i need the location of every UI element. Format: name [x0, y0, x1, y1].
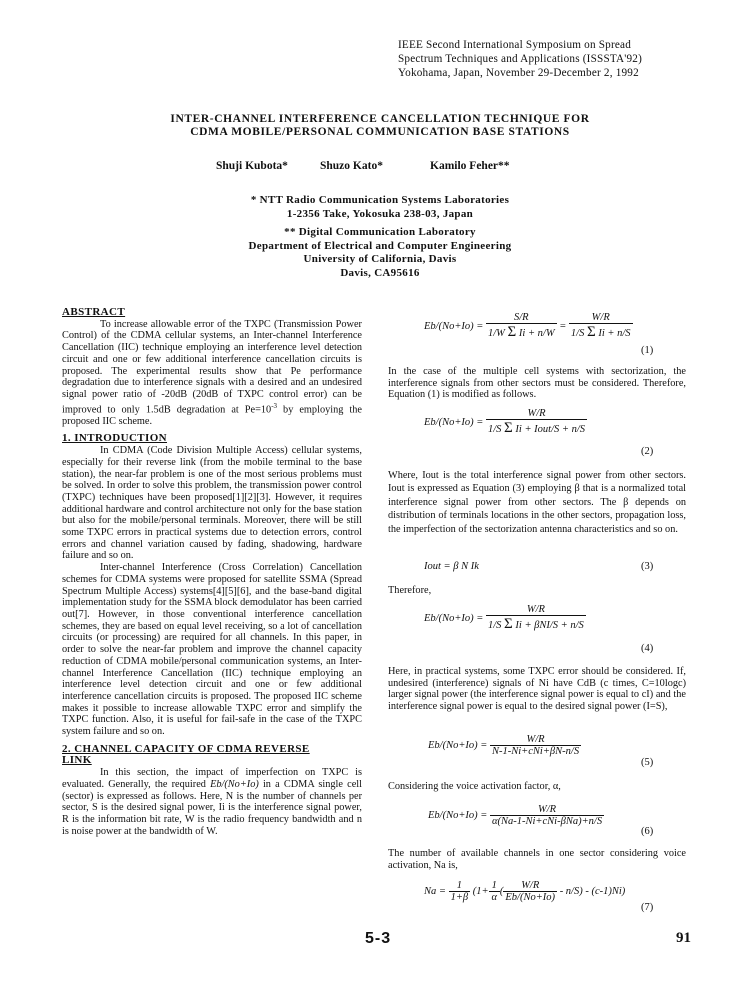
equation-6: Eb/(No+Io) = $\frac{W/R}{\text{α(Na-1-Ni+cNi-βNa)+n/S}}$	[428, 804, 603, 827]
paper-title-line-1: INTER-CHANNEL INTERFERENCE CANCELLATION TECHNIQUE FOR	[170, 113, 590, 125]
conference-header	[398, 38, 748, 80]
author-kubota: Shuji Kubota*	[216, 160, 288, 172]
right-paragraph-4: Here, in practical systems, some TXPC error should be considered. If, undesired (interference) signals of Ni have CdB (c times, C=10logc) larger signal power (the interference signal power is equal to cI) and the interference signal power is equal to the desired signal power (I=S),	[388, 666, 686, 713]
abstract-heading: ABSTRACT	[62, 306, 126, 318]
equation-5: Eb/(No+Io) = $\frac{W/R}{\text{N-1-Ni+cNi+βN-n/S}}$	[428, 734, 580, 757]
affiliation-ucdavis	[100, 226, 660, 280]
equation-5-number: (5)	[641, 757, 654, 768]
equation-1: Eb/(No+Io) = $\frac{S/R}{\text{1/W Σ Ii + n/W}}$ = $\frac{W/R}{\text{1/S Σ Ii + n/S}}$	[424, 312, 631, 340]
author-kato: Shuzo Kato*	[320, 160, 383, 172]
conference-line-3: Yokohama, Japan, November 29-December 2, 1992	[398, 67, 639, 79]
equation-3-number: (3)	[641, 561, 654, 572]
abstract-text: To increase allowable error of the TXPC (Transmission Power Control) of the CDMA cellular systems, an Inter-channel Interference Cancellation (IIC) technique employing an interference level detection circuit and one or few additional interference cancellation circuits is proposed. The experimental results show that Pe performance degradation due to interference signals with a desired and an undesired signal power ratio of -20dB (20dB of TXPC control error) can be improved to only 1.5dB degradation at $Pe=10^{-3}$ by employing the proposed IIC scheme.	[62, 318, 362, 427]
affiliation-ucd-line-4: Davis, CA95616	[340, 266, 420, 279]
equation-6-number: (6)	[641, 826, 654, 837]
equation-4: Eb/(No+Io) = $\frac{W/R}{\text{1/S Σ Ii + βNI/S + n/S}}$	[424, 604, 584, 632]
equation-4-number: (4)	[641, 643, 654, 654]
equation-3: Iout = β N Ik	[424, 561, 479, 572]
right-paragraph-5: Considering the voice activation factor, α,	[388, 781, 561, 792]
affiliation-ntt-line-2: 1-2356 Take, Yokosuka 238-03, Japan	[286, 207, 474, 220]
conference-line-2: Spectrum Techniques and Applications (ISSSTA'92)	[398, 53, 643, 65]
introduction-heading: 1. INTRODUCTION	[62, 432, 168, 445]
equation-7: Na = $\frac{1}{1+\beta}$ (1+ $\frac{1}{\alpha}$ ( $\frac{W/R}{Eb/(No+Io)}$ - n/S) - (c-1)Ni)	[424, 880, 626, 903]
introduction-paragraph-2: Inter-channel Interference (Cross Correlation) Cancellation schemes for CDMA systems were proposed for satellite SSMA (Spread Spectrum Multiple Access) systems[4][5][6], and the base-band digital implementation study for the SSMA block demodulator has been carried out[7]. However, in those conventional interference cancellation schemes, they are based on equal level receiving, so a lot of cancellation circuits (or processing) are required for all channels. In this paper, in order to solve the near-far problem and improve the channel capacity reduction of CDMA mobile/personal communication systems, an Inter-channel Interference Cancellation (IIC) technique employing an interference level detection circuit and one or few additional interference cancellation circuits is proposed. The proposed IIC scheme makes it possible to increase allowable TXPC error and simplify the TXPC function. Also, it is useful for fail-safe in the case of the TXPC system failure and so on.	[62, 562, 362, 738]
equation-2: Eb/(No+Io) = $\frac{W/R}{\text{1/S Σ Ii + Iout/S + n/S}}$	[424, 408, 585, 436]
section-2-heading: 2. CHANNEL CAPACITY OF CDMA REVERSE LINK	[62, 742, 310, 767]
affiliation-ucd-line-1: ** Digital Communication Laboratory	[284, 226, 476, 238]
conference-line-1: IEEE Second International Symposium on Spread	[398, 39, 632, 51]
left-column	[62, 307, 362, 837]
affiliation-ntt	[100, 194, 660, 221]
session-number: 5-3	[365, 930, 392, 947]
page-number: 91	[676, 930, 691, 946]
paper-title-line-2: CDMA MOBILE/PERSONAL COMMUNICATION BASE STATIONS	[190, 126, 570, 138]
affiliation-ucd-line-2: Department of Electrical and Computer Engineering	[248, 239, 512, 252]
introduction-paragraph-1: In CDMA (Code Division Multiple Access) cellular systems, especially for their reverse link (from the mobile terminal to the base station), the near-far problem is one of the most serious problems must be solved. In order to solve this problem, the transmission power control (TXPC) techniques have been proposed[1][2][3]. However, it requires additional hardware and control architecture not only for the base station but also for the mobile/personal terminals. Moreover, there will be still some TXPC errors in practical systems due to detection errors, control errors and channel variation caused by fading, shadowing, hardware failure and so on.	[62, 445, 362, 562]
right-paragraph-6: The number of available channels in one sector considering voice activation, Na is,	[388, 848, 686, 871]
author-feher: Kamilo Feher**	[430, 160, 510, 172]
right-paragraph-2: Where, Iout is the total interference signal power from other sectors. Iout is expressed as Equation (3) employing β that is a normalized total interference signal power from other sectors. The β depends on distribution of terminals locations in the other sectors, propagation loss, the imperfection of the sectorization antenna characteristics and so on.	[388, 470, 686, 535]
equation-2-number: (2)	[641, 446, 654, 457]
right-paragraph-3: Therefore,	[388, 585, 432, 596]
right-paragraph-1: In the case of the multiple cell systems with sectorization, the interference signals from other sectors must be considered. Therefore, Equation (1) is modified as follows.	[388, 366, 686, 401]
equation-1-number: (1)	[641, 345, 654, 356]
equation-7-number: (7)	[641, 902, 654, 913]
affiliation-ucd-line-3: University of California, Davis	[303, 253, 457, 265]
affiliation-ntt-line-1: * NTT Radio Communication Systems Laboratories	[250, 194, 510, 206]
section-2-paragraph: In this section, the impact of imperfection on TXPC is evaluated. Generally, the required Eb/(No+Io) in a CDMA single cell (sector) is expressed as follows. Here, N is the number of channels per sector, S is the desired signal power, Ii is the interference signal power, R is the information bit rate, W is the radio frequency bandwidth and n is noise power at the bandwidth of W.	[62, 767, 362, 837]
